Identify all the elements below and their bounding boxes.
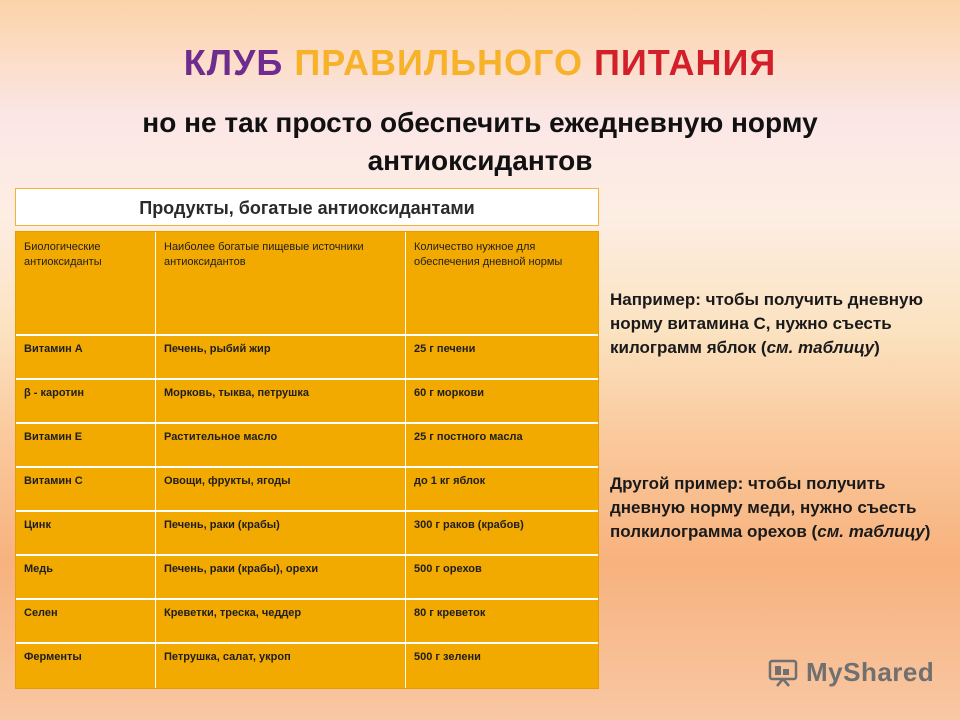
table-cell: Печень, раки (крабы), орехи — [156, 556, 406, 598]
table-cell: Цинк — [16, 512, 156, 554]
table-cell: Петрушка, салат, укроп — [156, 644, 406, 688]
table-cell: Витамин А — [16, 336, 156, 378]
table-reference: см. таблицу — [817, 522, 925, 541]
table-cell: β - каротин — [16, 380, 156, 422]
page-title — [0, 42, 960, 84]
presentation-board-icon — [768, 659, 798, 687]
example-vitamin-c — [610, 288, 940, 360]
title-part-correct: ПРАВИЛЬНОГО — [294, 42, 583, 83]
table-cell: Витамин С — [16, 468, 156, 510]
table-cell: 80 г креветок — [414, 607, 486, 619]
example-text: Другой пример: чтобы получить дневную норму меди, нужно съесть полкилограмма орехов ( — [610, 474, 917, 541]
table-cell: Овощи, фрукты, ягоды — [156, 468, 406, 510]
table-reference: см. таблицу — [766, 338, 875, 357]
page-subtitle: но не так просто обеспечить ежедневную норму антиоксидантов — [142, 107, 818, 176]
table-cell: Растительное масло — [156, 424, 406, 466]
table-row — [16, 644, 598, 688]
table-row — [16, 556, 598, 598]
table-row — [16, 336, 598, 378]
title-part-club: КЛУБ — [183, 42, 284, 83]
table-cell: Морковь, тыква, петрушка — [156, 380, 406, 422]
example-text: Например: чтобы получить дневную норму витамина С, нужно съесть килограмм яблок ( — [610, 290, 924, 357]
table-caption: Продукты, богатые антиоксидантами — [15, 188, 599, 226]
example-text-end: ) — [874, 338, 880, 357]
title-part-nutrition: ПИТАНИЯ — [594, 42, 777, 83]
table-row — [16, 424, 598, 466]
table-cell: Печень, раки (крабы) — [156, 512, 406, 554]
table-cell: 25 г печени — [414, 343, 476, 355]
table-header-cell: Количество нужное для обеспечения дневной нормы — [414, 241, 563, 268]
table-row — [16, 468, 598, 510]
table-header-row — [16, 232, 598, 334]
table-row — [16, 380, 598, 422]
table-cell: 25 г постного масла — [414, 431, 523, 443]
table-cell: Медь — [16, 556, 156, 598]
example-copper — [610, 472, 940, 544]
table-cell: 500 г орехов — [414, 563, 482, 575]
table-header-cell: Наиболее богатые пищевые источники антиоксидантов — [156, 232, 406, 334]
table-row — [16, 600, 598, 642]
table-row — [16, 512, 598, 554]
table-cell: 300 г раков (крабов) — [414, 519, 524, 531]
table-cell: 500 г зелени — [414, 651, 481, 663]
example-text-end: ) — [924, 522, 931, 541]
table-cell: Витамин Е — [16, 424, 156, 466]
table-cell: 60 г моркови — [414, 387, 484, 399]
table-cell: Ферменты — [16, 644, 156, 688]
myshared-logo — [768, 657, 934, 688]
table-cell: Креветки, треска, чеддер — [156, 600, 406, 642]
table-cell: до 1 кг яблок — [414, 475, 486, 487]
logo-text: MyShared — [806, 657, 935, 687]
table-header-cell: Биологические антиоксиданты — [16, 232, 156, 334]
antioxidant-table — [15, 231, 599, 689]
table-cell: Печень, рыбий жир — [156, 336, 406, 378]
table-cell: Селен — [16, 600, 156, 642]
